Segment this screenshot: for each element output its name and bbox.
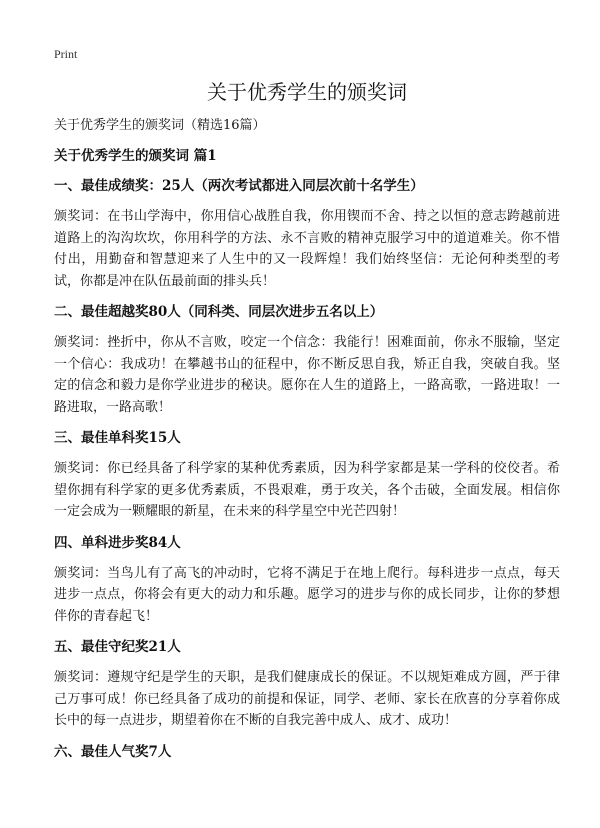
section-heading-5: 五、最佳守纪奖21人	[54, 639, 181, 655]
section-heading-2: 二、最佳超越奖80人（同科类、同层次进步五名以上）	[54, 304, 384, 320]
section-heading-1: 一、最佳成绩奖：25人（两次考试都进入同层次前十名学生）	[54, 178, 424, 194]
print-link[interactable]: Print	[54, 47, 78, 61]
section-heading-4: 四、单科进步奖84人	[54, 534, 181, 551]
section-heading-6: 六、最佳人气奖7人	[54, 743, 172, 760]
section-text-2: 颁奖词：挫折中，你从不言败，咬定一个信念：我能行！困难面前，你永不服输，坚定一个信心：我成功！在攀越书山的征程中，你不断反思自我，矫正自我，突破自我。坚定的信念和毅力是你学业进步的秘诀。愿你在人生的道路上，一路高歌，一路进取！一路进取，一路高歌！	[54, 335, 560, 415]
section-text-5: 颁奖词：遵规守纪是学生的天职，是我们健康成长的保证。不以规矩难成方圆，严于律己万事可成！你已经具备了成功的前提和保证，同学、老师、家长在欣喜的分享着你成长中的每一点进步，期望着你在不断的自我完善中成人、成才、成功！	[54, 670, 560, 728]
section-text-3: 颁奖词：你已经具备了科学家的某种优秀素质，因为科学家都是某一学科的佼佼者。希望你拥有科学家的更多优秀素质，不畏艰难，勇于攻关，各个击破，全面发展。相信你一定会成为一颗耀眼的新星，在未来的科学星空中光芒四射！	[54, 461, 560, 519]
section-text-1: 颁奖词：在书山学海中，你用信心战胜自我，你用锲而不舍、持之以恒的意志跨越前进道路上的沟沟坎坎，你用科学的方法、永不言败的精神克服学习中的道道难关。你不惜付出，用勤奋和智慧迎来了人生中的又一段辉煌！我们始终坚信：无论何种类型的考试，你都是冲在队伍最前面的排头兵！	[54, 209, 560, 289]
page-title: 关于优秀学生的颁奖词	[207, 80, 407, 104]
document-subtitle: 关于优秀学生的颁奖词（精选16篇）	[54, 118, 266, 133]
part-heading: 关于优秀学生的颁奖词 篇1	[54, 148, 217, 164]
section-text-4: 颁奖词：当鸟儿有了高飞的冲动时，它将不满足于在地上爬行。每科进步一点点，每天进步一点点，你将会有更大的动力和乐趣。愿学习的进步与你的成长同步，让你的梦想伴你的青春起飞！	[54, 565, 560, 624]
section-heading-3: 三、最佳单科奖15人	[54, 430, 181, 446]
